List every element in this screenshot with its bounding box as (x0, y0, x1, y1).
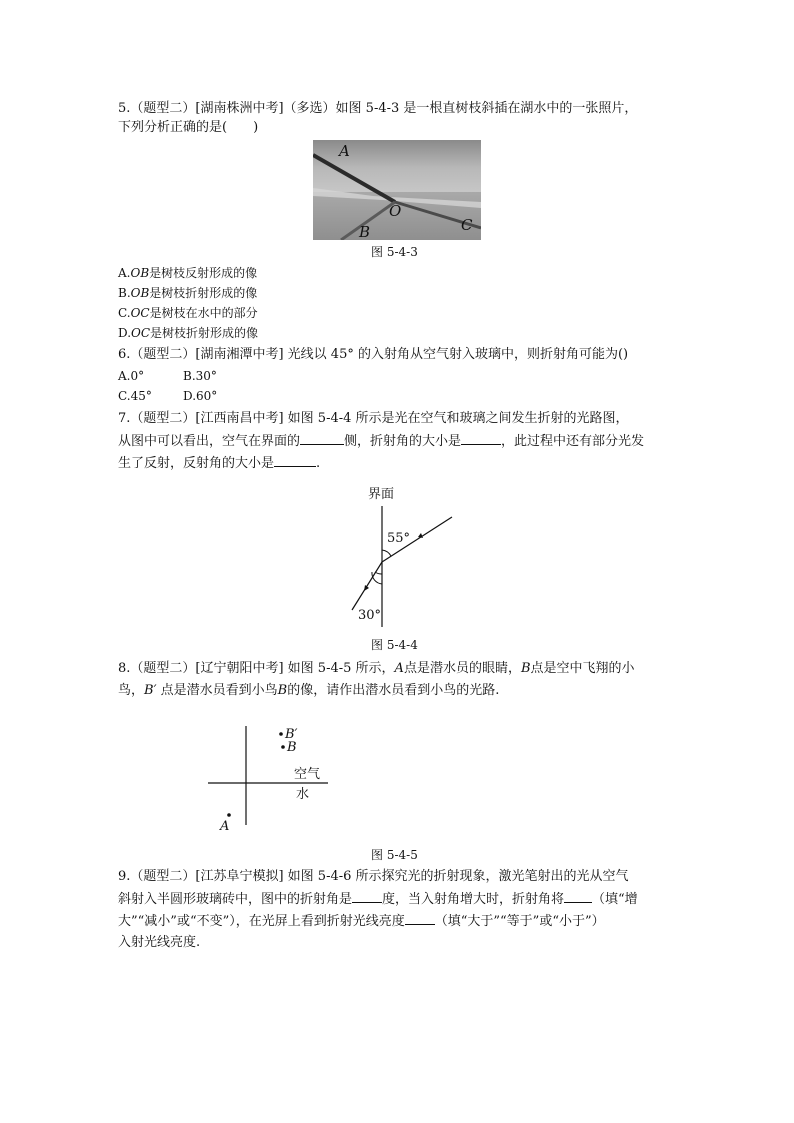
photo-label-a: A (339, 142, 350, 160)
q5-option-b-letter: B. (118, 286, 131, 300)
q9-line2-part1: 斜射入半圆形玻璃砖中，图中的折射角是 (118, 892, 353, 907)
q5-option-c[interactable] (118, 305, 258, 321)
figure-5-4-5-diagram (200, 720, 350, 835)
q9-stem-line3 (118, 912, 605, 931)
q7-line2-part1: 从图中可以看出，空气在界面的 (118, 434, 301, 449)
q9-line3-part1: 大”“减小”或“不变”），在光屏上看到折射光线亮度 (118, 914, 405, 929)
figure-5-4-3-photo (313, 140, 481, 240)
q7-line2-part3: ，此过程中还有部分光发 (501, 434, 645, 449)
q5-option-d-letter: D. (118, 326, 132, 340)
fig-label-bprime: B′ (285, 727, 298, 742)
q9-stem-line4: 入射光线亮度. (118, 935, 201, 950)
q7-line3-period: . (316, 456, 321, 471)
q5-figure-caption: 图 5-4-3 (371, 245, 418, 259)
q5-option-d-text: 是树枝折射形成的像 (150, 326, 259, 340)
fig-label-air: 空气 (294, 767, 321, 782)
q5-option-d[interactable] (118, 325, 258, 341)
q8-line1-part2: 点是潜水员的眼睛， (403, 661, 521, 676)
q9-line2-part2: 度，当入射角增大时，折射角将 (382, 892, 565, 907)
point-b (281, 745, 285, 749)
q8-line2-var-b: B (277, 683, 288, 698)
q7-line3-part1: 生了反射，反射角的大小是 (118, 456, 275, 471)
q5-option-a-letter: A. (118, 266, 131, 280)
q6-option-b[interactable]: B.30° (183, 369, 217, 383)
fig-label-b: B (287, 740, 297, 755)
q7-stem-line3 (118, 454, 320, 473)
fig-label-interface: 界面 (368, 487, 395, 502)
q9-blank-change[interactable] (564, 890, 592, 903)
q5-option-d-var: OC (131, 326, 151, 340)
figure-5-4-4-diagram (330, 482, 470, 632)
q5-option-c-var: OC (130, 306, 150, 320)
q6-option-c[interactable]: C.45° (118, 389, 152, 403)
q8-line1-var-a: A (394, 661, 404, 676)
photo-label-b: B (359, 223, 371, 240)
q8-line1-part1: 8.（题型二）[辽宁朝阳中考] 如图 5-4-5 所示， (118, 661, 395, 676)
q8-line1-var-b: B (520, 661, 531, 676)
q8-line1-part3: 点是空中飞翔的小 (530, 661, 635, 676)
q5-option-c-text: 是树枝在水中的部分 (149, 306, 258, 320)
q5-option-b[interactable] (118, 285, 257, 301)
incident-ray (352, 562, 382, 610)
q7-blank-reflection-angle[interactable] (274, 454, 316, 467)
fig-angle-55: 55° (387, 531, 411, 546)
q6-option-a[interactable]: A.0° (118, 369, 145, 383)
q7-stem-line2 (118, 432, 644, 451)
q9-line3-part2: （填“大于”“等于”或“小于”） (434, 914, 605, 929)
q8-line2-part3: 的像，请作出潜水员看到小鸟的光路. (287, 683, 500, 698)
photo-label-o: O (389, 202, 402, 220)
q5-option-b-text: 是树枝折射形成的像 (149, 286, 258, 300)
q9-blank-brightness[interactable] (405, 912, 435, 925)
q5-stem-line1: 5.（题型二）[湖南株洲中考]（多选）如图 5-4-3 是一根直树枝斜插在湖水中的一张照片， (118, 101, 638, 116)
q9-line2-part3: （填“增 (592, 892, 638, 907)
q5-option-a[interactable] (118, 265, 257, 281)
angle-arc-top (382, 550, 391, 556)
photo-label-c: C (461, 216, 473, 234)
q5-option-b-var: OB (130, 286, 150, 300)
fig-label-a: A (220, 819, 230, 834)
angle-arc-bottom (375, 572, 382, 574)
q5-option-a-var: OB (130, 266, 150, 280)
q8-figure-caption: 图 5-4-5 (371, 848, 418, 862)
q8-line2-part2: 点是潜水员看到小鸟 (156, 683, 278, 698)
q7-stem-line1: 7.（题型二）[江西南昌中考] 如图 5-4-4 所示是光在空气和玻璃之间发生折射的光路图， (118, 411, 629, 426)
q6-option-d[interactable]: D.60° (183, 389, 218, 403)
q8-stem-line1 (118, 660, 635, 678)
q5-option-a-text: 是树枝反射形成的像 (149, 266, 258, 280)
q7-blank-side[interactable] (300, 432, 344, 445)
q6-stem: 6.（题型二）[湖南湘潭中考] 光线以 45° 的入射角从空气射入玻璃中，则折射角可能为() (118, 347, 629, 362)
q7-blank-refraction-angle[interactable] (461, 432, 501, 445)
q5-option-c-letter: C. (118, 306, 131, 320)
fig-label-water: 水 (296, 787, 310, 802)
point-a (227, 813, 231, 817)
q5-stem-line2: 下列分析正确的是( ) (118, 120, 259, 135)
q8-stem-line2 (118, 682, 499, 700)
q9-stem-line2 (118, 890, 638, 909)
q9-blank-refraction-angle[interactable] (352, 890, 382, 903)
point-bprime (279, 732, 283, 736)
q7-line2-part2: 侧，折射角的大小是 (344, 434, 462, 449)
q7-figure-caption: 图 5-4-4 (371, 638, 418, 652)
fig-angle-30: 30° (358, 608, 382, 623)
q9-stem-line1: 9.（题型二）[江苏阜宁模拟] 如图 5-4-6 所示探究光的折射现象，激光笔射出的光从空气 (118, 869, 629, 884)
q8-line2-var-bprime: B′ (144, 683, 157, 698)
q8-line2-part1: 鸟， (118, 683, 145, 698)
